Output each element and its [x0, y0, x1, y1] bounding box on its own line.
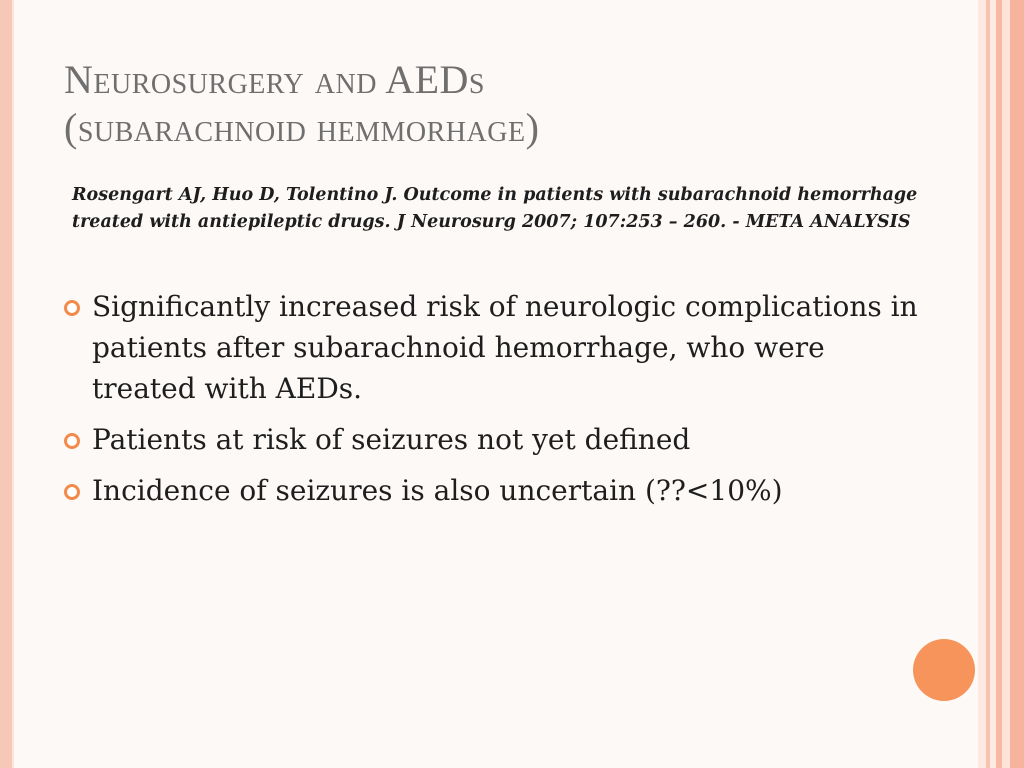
stripe	[978, 0, 986, 768]
stripe	[1002, 0, 1010, 768]
bullet-circle-icon	[64, 484, 80, 500]
bullet-circle-icon	[64, 300, 80, 316]
bullet-list	[62, 286, 932, 521]
slide-title-line-2: (subarachnoid hemmorhage)	[64, 105, 540, 150]
bullet-item	[62, 470, 932, 511]
left-border-decoration	[0, 0, 12, 768]
slide-title	[64, 56, 944, 152]
bullet-circle-icon	[64, 433, 80, 449]
bullet-text: Significantly increased risk of neurologic complications in patients after subarachnoid hemorrhage, who were treated with AEDs.	[92, 290, 918, 405]
bullet-text: Patients at risk of seizures not yet defined	[92, 423, 691, 456]
bullet-item	[62, 286, 932, 409]
left-border-inner-decoration	[12, 0, 14, 768]
bullet-item	[62, 419, 932, 460]
decorative-circle-icon	[913, 639, 975, 701]
stripe	[1010, 0, 1024, 768]
bullet-text: Incidence of seizures is also uncertain (??<10%)	[92, 474, 783, 507]
citation-text: Rosengart AJ, Huo D, Tolentino J. Outcome in patients with subarachnoid hemorrhage treated with antiepileptic drugs. J Neurosurg 2007; 107:253 – 260. - META ANALYSIS	[72, 185, 918, 232]
slide-title-line-1: Neurosurgery and AEDs	[64, 57, 485, 102]
right-stripe-decoration	[978, 0, 1024, 768]
